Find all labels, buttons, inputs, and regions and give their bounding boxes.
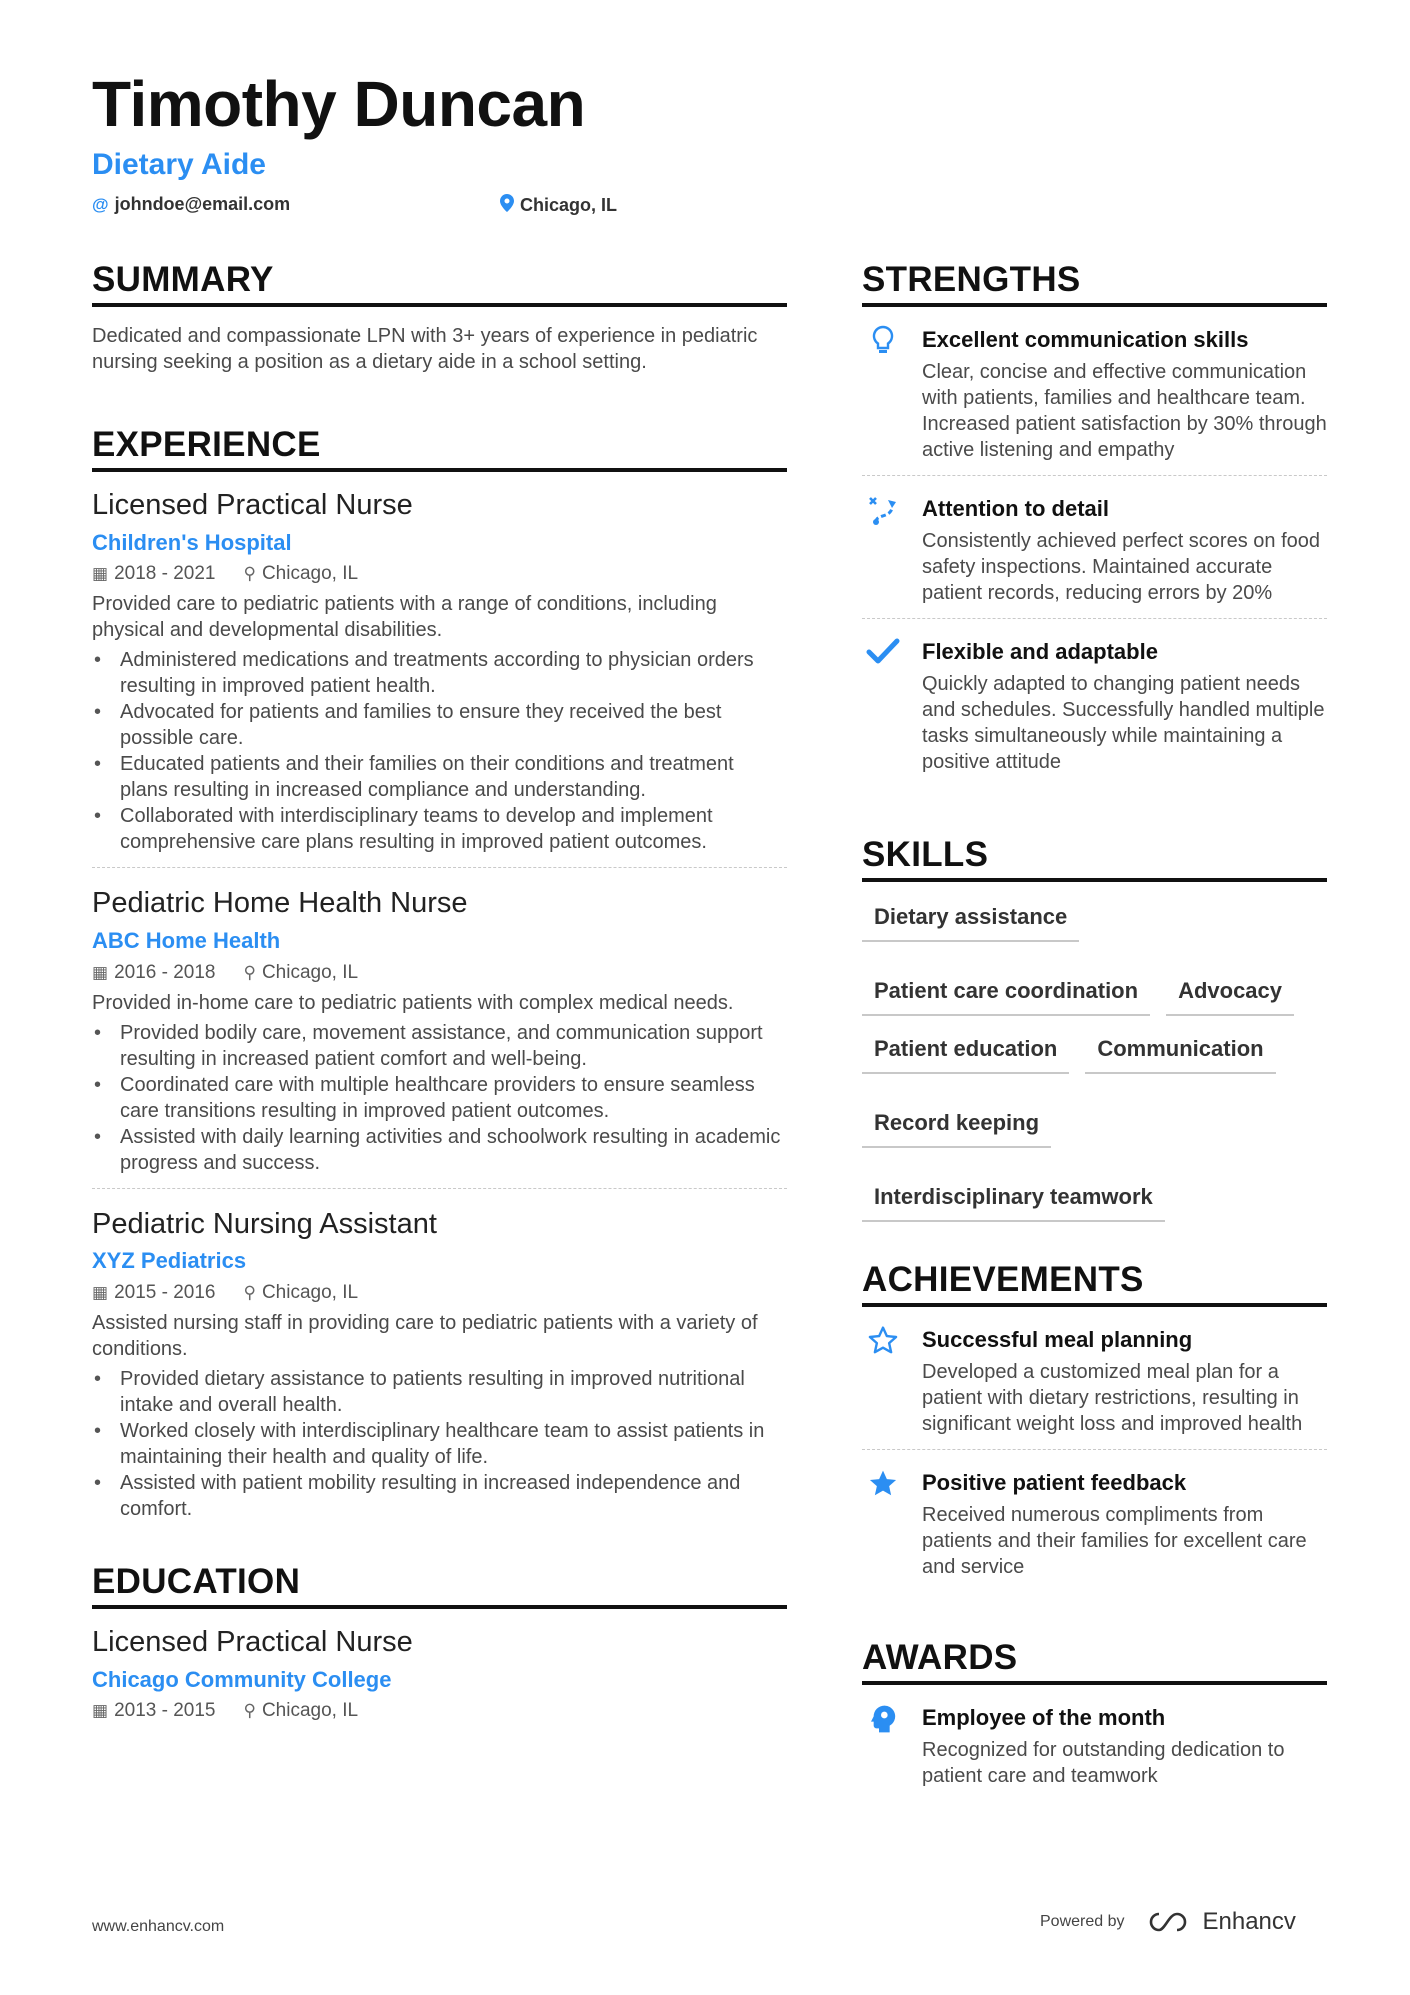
powered-by-text: Powered by [1040, 1913, 1125, 1930]
experience-list [92, 490, 787, 1534]
skill-tag: Patient care coordination [862, 974, 1150, 1016]
job-meta [92, 962, 787, 984]
strength-item [862, 494, 1327, 619]
achievement-desc: Received numerous compliments from patients and their families for excellent care and service [922, 1504, 1307, 1578]
skill-tag: Interdisciplinary teamwork [862, 1180, 1165, 1222]
location-pin-icon: ⚲ [243, 564, 256, 584]
left-column [92, 262, 787, 1728]
job-dates: ▦ 2018 - 2021 [92, 563, 216, 585]
education-meta [92, 1700, 787, 1722]
star-outline-icon [862, 1325, 904, 1437]
candidate-role: Dietary Aide [92, 148, 266, 181]
contact-email[interactable] [92, 194, 290, 215]
skill-tag: Record keeping [862, 1106, 1051, 1148]
location-text: Chicago, IL [520, 195, 618, 215]
job-location: ⚲ Chicago, IL [243, 563, 359, 585]
skills-list [862, 900, 1327, 1222]
strengths-heading: STRENGTHS [862, 262, 1327, 307]
right-column [862, 262, 1327, 1801]
job-location: ⚲ Chicago, IL [243, 1281, 359, 1303]
summary-heading: SUMMARY [92, 262, 787, 307]
awards-heading: AWARDS [862, 1640, 1327, 1685]
strength-desc: Quickly adapted to changing patient needs and schedules. Successfully handled multiple tasks simultaneously while maintaining a positive attitude [922, 673, 1325, 773]
job-bullets [92, 1366, 787, 1522]
strength-item [862, 325, 1327, 476]
school-name: Chicago Community College [92, 1666, 392, 1692]
candidate-name: Timothy Duncan [92, 68, 586, 140]
strength-title: Excellent communication skills [922, 327, 1249, 352]
skills-heading: SKILLS [862, 837, 1327, 882]
achievements-heading: ACHIEVEMENTS [862, 1262, 1327, 1307]
education-heading: EDUCATION [92, 1564, 787, 1609]
experience-heading: EXPERIENCE [92, 427, 787, 472]
job-entry [92, 490, 787, 868]
footer-website[interactable]: www.enhancv.com [92, 1918, 225, 1935]
strength-item [862, 637, 1327, 787]
brand-text: Enhancv [1202, 1908, 1296, 1935]
job-dates: ▦ 2015 - 2016 [92, 1281, 216, 1303]
achievement-title: Successful meal planning [922, 1327, 1193, 1352]
location-pin-icon: ⚲ [243, 1701, 256, 1721]
job-title: Pediatric Nursing Assistant [92, 1207, 437, 1240]
lightbulb-icon [862, 325, 904, 463]
calendar-icon: ▦ [92, 1701, 109, 1721]
head-idea-icon [862, 1703, 904, 1789]
list-item: • Advocated for patients and families to ensure they received the best possible care. [92, 699, 787, 751]
list-item: • Provided bodily care, movement assistance, and communication support resulting in increased patient comfort and well-being. [92, 1020, 787, 1072]
company-name: ABC Home Health [92, 928, 281, 954]
footer-brand [1040, 1908, 1296, 1936]
education-dates: ▦ 2013 - 2015 [92, 1700, 216, 1722]
education-entry [92, 1627, 787, 1722]
company-name: XYZ Pediatrics [92, 1248, 247, 1274]
contact-location [500, 194, 617, 217]
list-item: • Worked closely with interdisciplinary healthcare team to assist patients in maintaining their health and quality of life. [92, 1418, 787, 1470]
achievement-item [862, 1325, 1327, 1450]
calendar-icon: ▦ [92, 962, 109, 982]
job-title: Pediatric Home Health Nurse [92, 887, 468, 920]
list-item: • Administered medications and treatments according to physician orders resulting in improved patient health. [92, 647, 787, 699]
list-item: • Assisted with patient mobility resulting in increased independence and comfort. [92, 1470, 787, 1522]
job-dates: ▦ 2016 - 2018 [92, 961, 216, 983]
location-pin-icon: ⚲ [243, 962, 256, 982]
calendar-icon: ▦ [92, 564, 109, 584]
job-meta [92, 563, 787, 585]
job-description: Provided in-home care to pediatric patients with complex medical needs. [92, 991, 734, 1014]
job-location: ⚲ Chicago, IL [243, 961, 359, 983]
job-entry [92, 1209, 787, 1534]
award-desc: Recognized for outstanding dedication to patient care and teamwork [922, 1739, 1285, 1787]
strength-desc: Consistently achieved perfect scores on food safety inspections. Maintained accurate patient records, reducing errors by 20% [922, 530, 1320, 604]
achievement-title: Positive patient feedback [922, 1470, 1187, 1495]
job-description: Assisted nursing staff in providing care to pediatric patients with a variety of conditions. [92, 1311, 758, 1360]
calendar-icon: ▦ [92, 1282, 109, 1302]
strength-title: Attention to detail [922, 496, 1109, 521]
education-location: ⚲ Chicago, IL [243, 1700, 359, 1722]
route-icon [862, 494, 904, 606]
company-name: Children's Hospital [92, 529, 292, 555]
award-item [862, 1703, 1327, 1801]
job-title: Licensed Practical Nurse [92, 489, 413, 521]
achievement-desc: Developed a customized meal plan for a patient with dietary restrictions, resulting in significant weight loss and improved health [922, 1361, 1303, 1435]
enhancv-logo[interactable] [1147, 1908, 1296, 1936]
skill-tag: Patient education [862, 1032, 1069, 1074]
skill-tag: Communication [1085, 1032, 1275, 1074]
skill-tag: Dietary assistance [862, 900, 1079, 942]
list-item: • Coordinated care with multiple healthcare providers to ensure seamless care transitions resulting in improved patient outcomes. [92, 1072, 787, 1124]
job-entry [92, 888, 787, 1188]
job-bullets [92, 647, 787, 855]
job-meta [92, 1282, 787, 1304]
award-title: Employee of the month [922, 1705, 1166, 1730]
star-filled-icon [862, 1468, 904, 1580]
email-text: johndoe@email.com [114, 194, 291, 214]
list-item: • Provided dietary assistance to patients resulting in improved nutritional intake and overall health. [92, 1366, 787, 1418]
job-description: Provided care to pediatric patients with a range of conditions, including physical and developmental disabilities. [92, 593, 717, 642]
strength-title: Flexible and adaptable [922, 639, 1158, 664]
achievement-item [862, 1468, 1327, 1592]
list-item: • Educated patients and their families on their conditions and treatment plans resulting in increased compliance and understanding. [92, 751, 787, 803]
at-sign-icon: @ [92, 194, 109, 214]
location-pin-icon: ⚲ [243, 1282, 256, 1302]
degree-title: Licensed Practical Nurse [92, 1625, 413, 1658]
enhancv-logo-icon [1147, 1910, 1193, 1934]
list-item: • Assisted with daily learning activities and schoolwork resulting in academic progress and success. [92, 1124, 787, 1176]
summary-text: Dedicated and compassionate LPN with 3+ years of experience in pediatric nursing seeking a position as a dietary aide in a school setting. [92, 325, 758, 373]
checkmark-icon [862, 637, 904, 775]
job-bullets [92, 1020, 787, 1176]
skill-tag: Advocacy [1166, 974, 1294, 1016]
location-pin-icon [500, 194, 514, 217]
list-item: • Collaborated with interdisciplinary teams to develop and implement comprehensive care plans resulting in improved patient outcomes. [92, 803, 787, 855]
strength-desc: Clear, concise and effective communication with patients, families and healthcare team. Increased patient satisfaction by 30% through active listening and empathy [922, 361, 1327, 461]
